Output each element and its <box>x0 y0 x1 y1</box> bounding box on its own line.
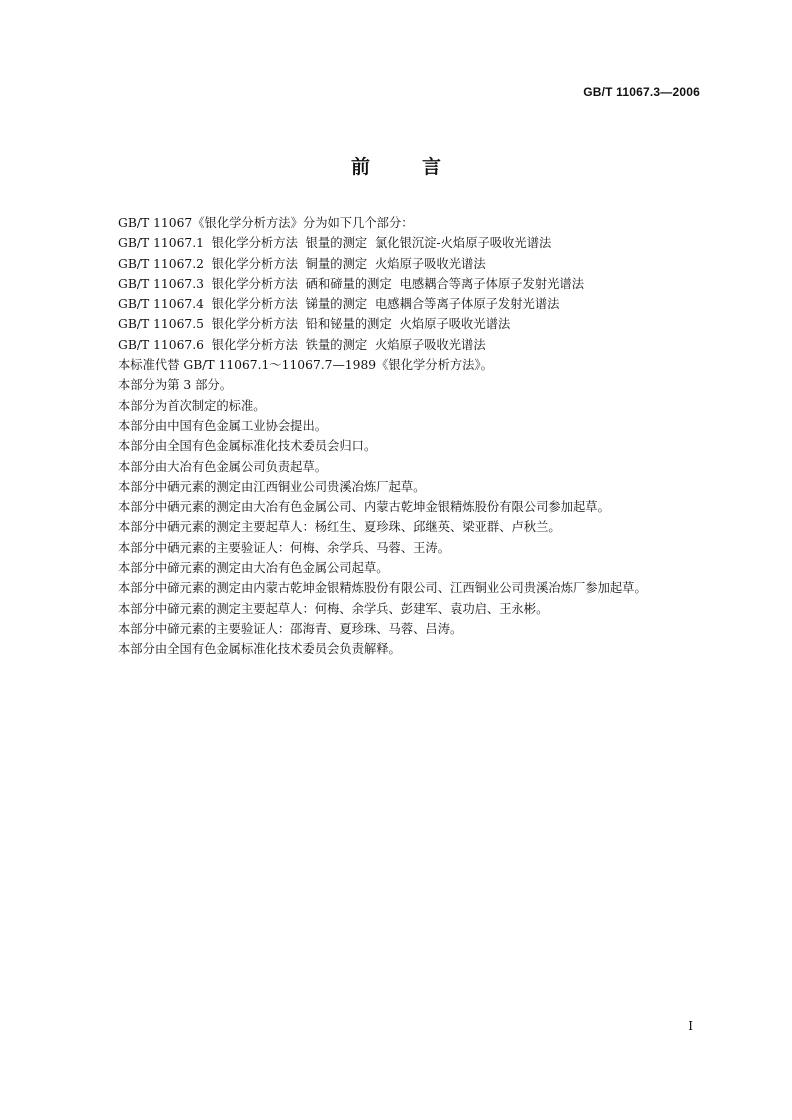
foreword-line-se-main-drafters: 本部分中硒元素的测定主要起草人：杨红生、夏珍珠、邱继英、梁亚群、卢秋兰。 <box>118 520 561 535</box>
foreword-line-replaces: 本标准代替 GB/T 11067.1～11067.7—1989《银化学分析方法》。 <box>118 358 493 373</box>
foreword-line-te-participants: 本部分中碲元素的测定由内蒙古乾坤金银精炼股份有限公司、江西铜业公司贵溪冶炼厂参加起草。 <box>118 581 647 596</box>
foreword-line-te-verifiers: 本部分中碲元素的主要验证人：邵海青、夏珍珠、马蓉、吕涛。 <box>118 621 463 636</box>
foreword-line-drafted-by: 本部分由大冶有色金属公司负责起草。 <box>118 459 328 474</box>
foreword-line-te-main-drafters: 本部分中碲元素的测定主要起草人：何梅、余学兵、彭建军、袁功启、王永彬。 <box>118 601 549 616</box>
foreword-line-se-participants: 本部分中硒元素的测定由大冶有色金属公司、内蒙古乾坤金银精炼股份有限公司参加起草。 <box>118 500 610 515</box>
foreword-line-centralized-by: 本部分由全国有色金属标准化技术委员会归口。 <box>118 439 377 454</box>
foreword-line-proposed-by: 本部分由中国有色金属工业协会提出。 <box>118 418 328 433</box>
foreword-line-first-edition: 本部分为首次制定的标准。 <box>118 398 266 413</box>
foreword-line-part-3: GB/T 11067.3 银化学分析方法 硒和碲量的测定 电感耦合等离子体原子发射光谱法 <box>118 276 585 291</box>
foreword-line-interpretation: 本部分由全国有色金属标准化技术委员会负责解释。 <box>118 642 401 657</box>
foreword-line-part-number: 本部分为第 3 部分。 <box>118 378 233 393</box>
foreword-line-se-verifiers: 本部分中硒元素的主要验证人：何梅、余学兵、马蓉、王涛。 <box>118 540 451 555</box>
foreword-line-part-5: GB/T 11067.5 银化学分析方法 铅和铋量的测定 火焰原子吸收光谱法 <box>118 317 511 332</box>
page-title-char-2: 言 <box>422 156 442 178</box>
foreword-body <box>118 213 718 660</box>
foreword-line-te-drafter: 本部分中碲元素的测定由大冶有色金属公司起草。 <box>118 561 389 576</box>
page-title <box>0 152 792 179</box>
foreword-line-part-4: GB/T 11067.4 银化学分析方法 锑量的测定 电感耦合等离子体原子发射光谱法 <box>118 297 560 312</box>
foreword-line-part-6: GB/T 11067.6 银化学分析方法 铁量的测定 火焰原子吸收光谱法 <box>118 337 486 352</box>
foreword-line-se-drafter: 本部分中硒元素的测定由江西铜业公司贵溪冶炼厂起草。 <box>118 479 426 494</box>
foreword-line-parts-intro: GB/T 11067《银化学分析方法》分为如下几个部分： <box>118 216 414 230</box>
foreword-line-part-1: GB/T 11067.1 银化学分析方法 银量的测定 氯化银沉淀-火焰原子吸收光谱法 <box>118 236 552 251</box>
page-title-char-1: 前 <box>350 156 370 178</box>
page-number: I <box>688 1019 693 1033</box>
standard-code: GB/T 11067.3—2006 <box>583 85 700 99</box>
foreword-line-part-2: GB/T 11067.2 银化学分析方法 铜量的测定 火焰原子吸收光谱法 <box>118 256 486 271</box>
